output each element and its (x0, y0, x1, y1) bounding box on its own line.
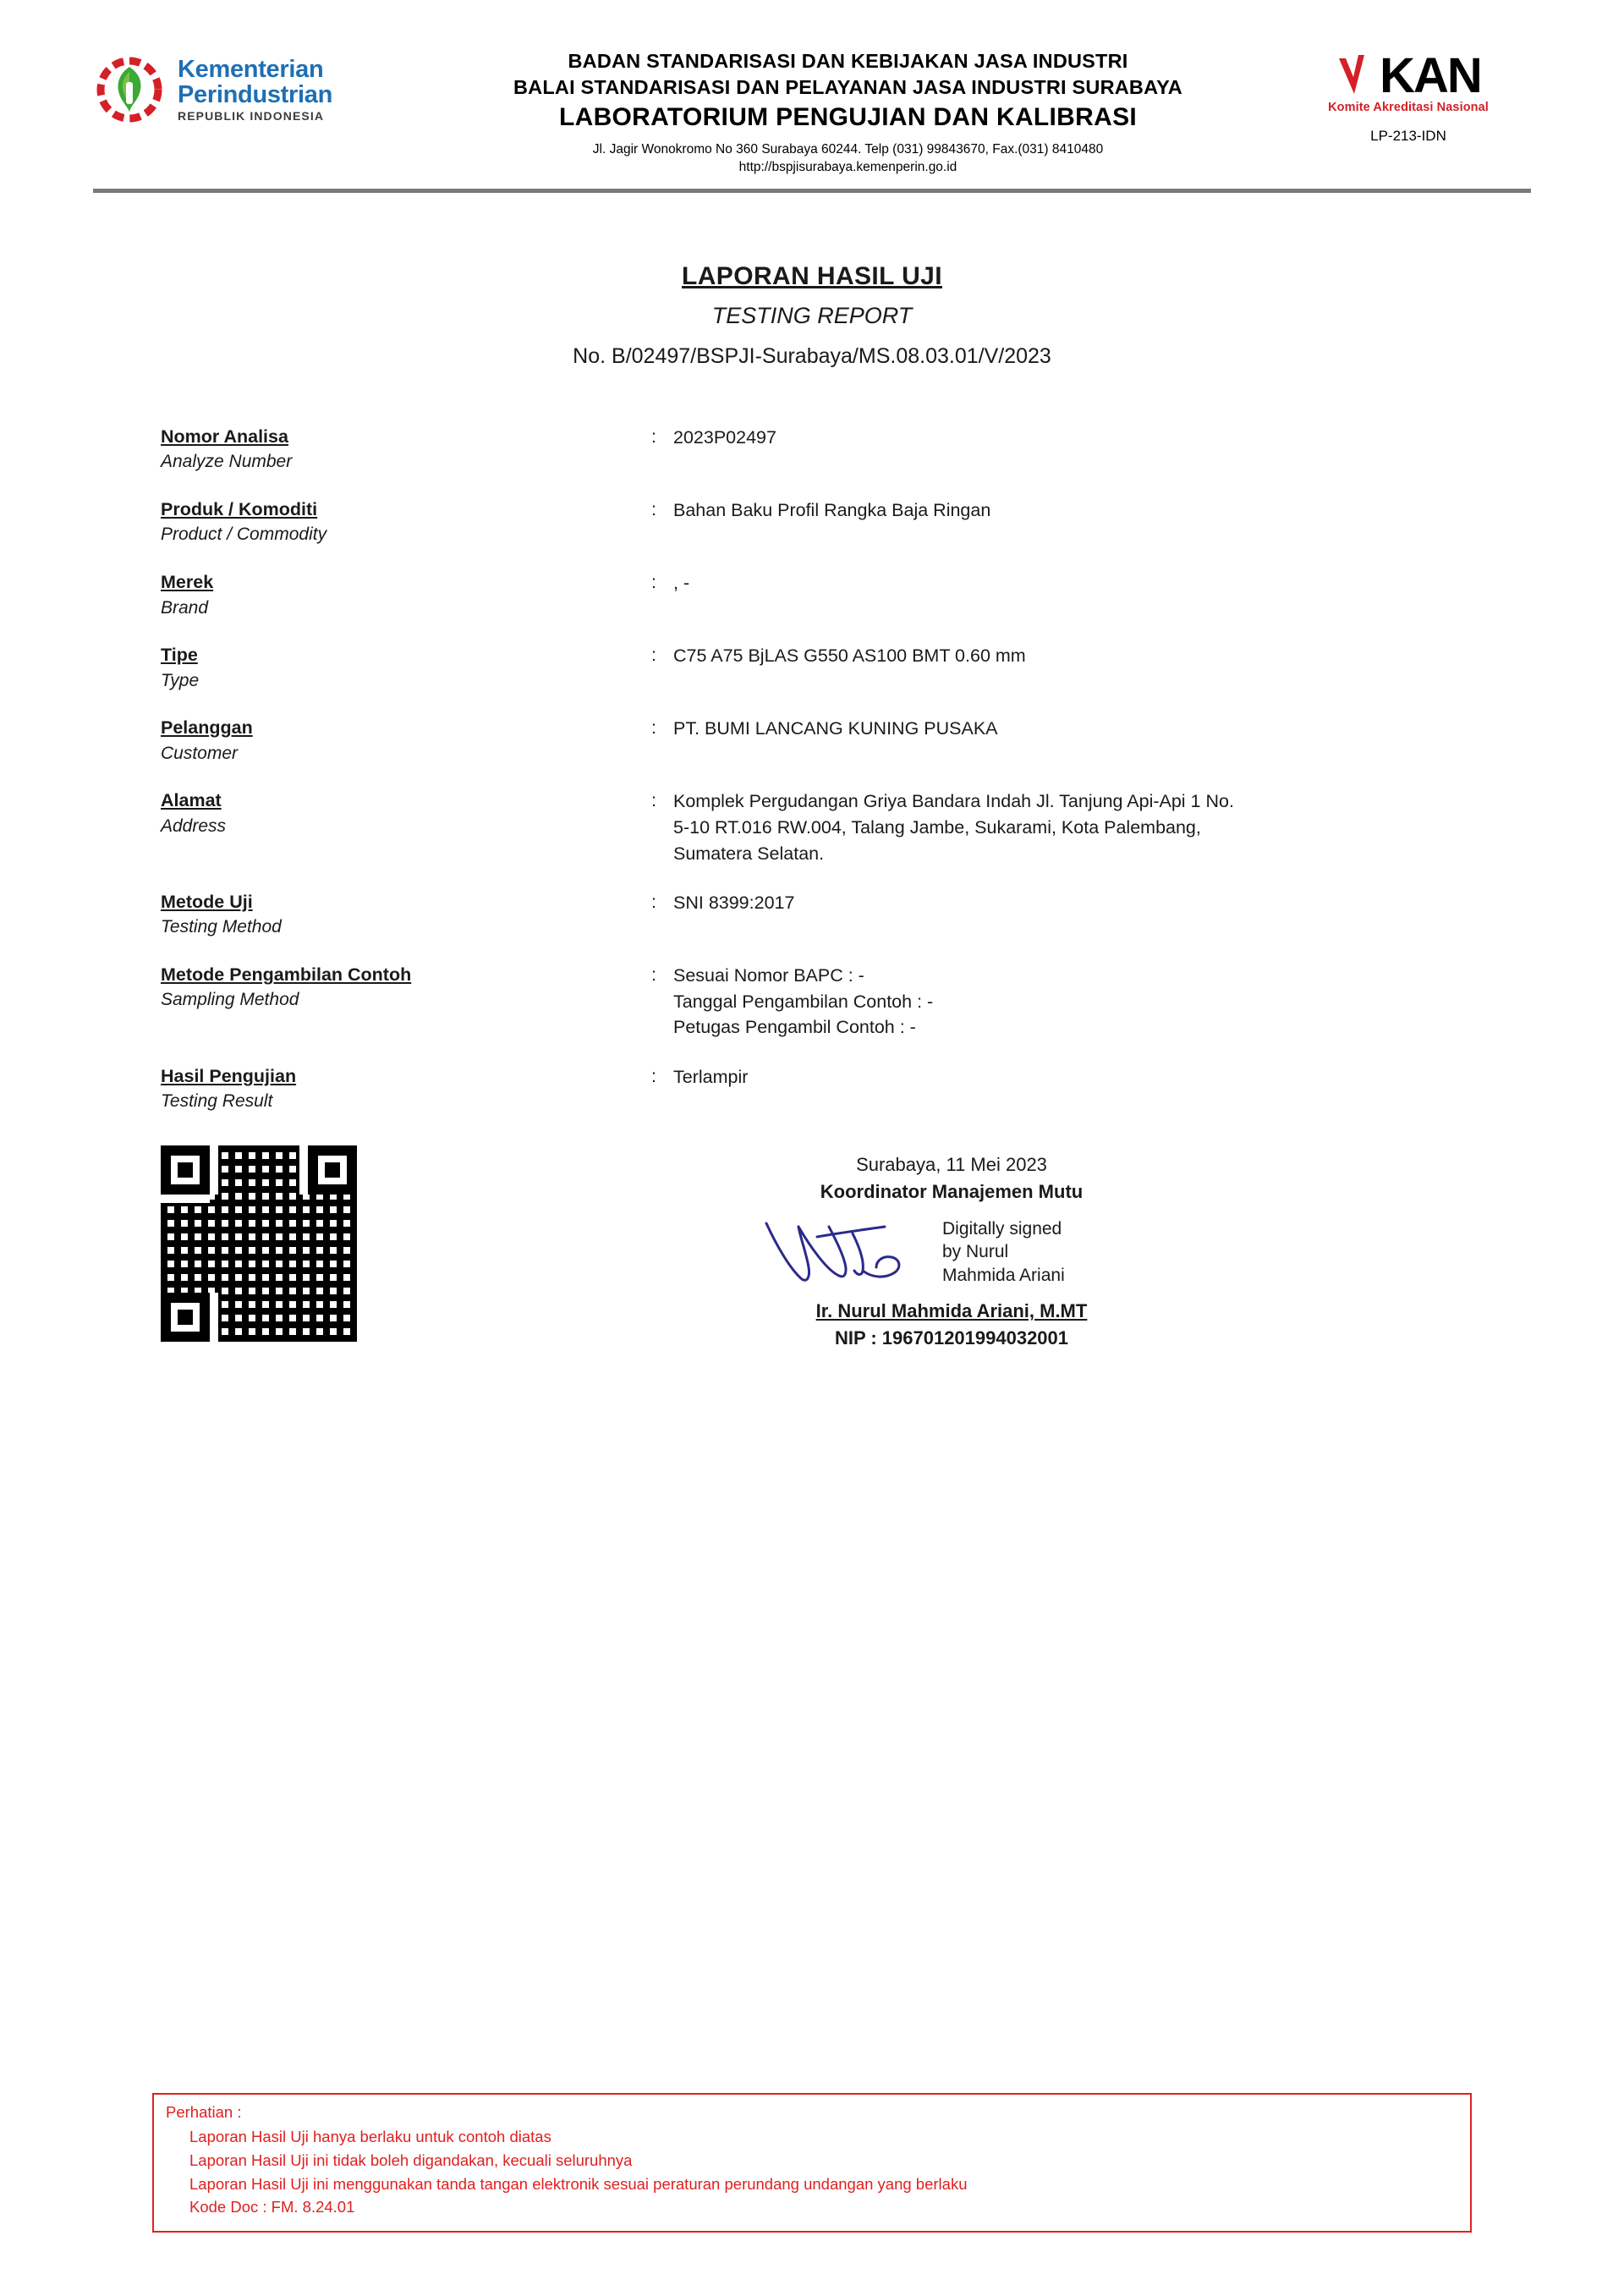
field-value (673, 425, 1531, 474)
field-label (161, 716, 651, 765)
field-colon: : (651, 1065, 656, 1086)
page-subtitle: TESTING REPORT (711, 303, 913, 328)
handwritten-signature-icon (758, 1208, 935, 1297)
field-value-line: 5-10 RT.016 RW.004, Talang Jambe, Sukarami, Kota Palembang, (673, 816, 1201, 838)
field-label-id: Merek (161, 572, 214, 593)
header-address: Jl. Jagir Wonokromo No 360 Surabaya 60244. Telp (031) 99843670, Fax.(031) 8410480 (592, 142, 1104, 157)
field-value-line: Sesuai Nomor BAPC : - (673, 965, 864, 986)
field-value-line: Tanggal Pengambilan Contoh : - (673, 991, 934, 1012)
kan-accreditation-logo (1281, 47, 1535, 145)
field-row (161, 716, 1531, 765)
field-label-en: Sampling Method (161, 990, 299, 1010)
field-value-line: C75 A75 BjLAS G550 AS100 BMT 0.60 mm (673, 645, 1026, 667)
field-label-en: Address (161, 816, 227, 836)
field-colon: : (651, 892, 656, 913)
field-value-line: , - (673, 573, 690, 594)
field-value (673, 890, 1531, 939)
field-value (673, 570, 1531, 619)
field-label-en: Brand (161, 597, 209, 618)
notice-item: Kode Doc : FM. 8.24.01 (189, 2198, 355, 2216)
kemenperin-line1: Kementerian (178, 56, 324, 84)
signature-role: Koordinator Manajemen Mutu (820, 1180, 1084, 1202)
field-label-id: Tipe (161, 645, 198, 666)
field-label (161, 643, 651, 692)
header-website: http://bspjisurabaya.kemenperin.go.id (738, 160, 957, 174)
field-label (161, 788, 651, 866)
signature-city-date: Surabaya, 11 Mei 2023 (856, 1153, 1047, 1175)
field-value (673, 716, 1531, 765)
field-label-en: Analyze Number (161, 452, 293, 472)
field-label-id: Metode Pengambilan Contoh (161, 964, 412, 986)
digital-signature-note (942, 1217, 1145, 1288)
kan-wordmark: KAN (1380, 47, 1481, 103)
field-label-en: Type (161, 670, 200, 690)
notice-item: Laporan Hasil Uji ini menggunakan tanda tangan elektronik sesuai peraturan perundang undangan yang berlaku (189, 2174, 968, 2193)
field-row (161, 788, 1531, 866)
kemenperin-logo (93, 47, 414, 126)
field-label (161, 1064, 651, 1113)
field-label (161, 570, 651, 619)
field-value-line: Petugas Pengambil Contoh : - (673, 1017, 916, 1038)
field-value-line: PT. BUMI LANCANG KUNING PUSAKA (673, 718, 998, 739)
notice-item: Laporan Hasil Uji ini tidak boleh digandakan, kecuali seluruhnya (189, 2150, 633, 2169)
field-value-line: SNI 8399:2017 (673, 893, 795, 914)
field-colon: : (651, 426, 656, 447)
qr-code-wrapper (161, 1139, 372, 1342)
field-value-line: Komplek Pergudangan Griya Bandara Indah Jl. Tanjung Api-Api 1 No. (673, 791, 1234, 812)
field-label (161, 890, 651, 939)
field-label-id: Metode Uji (161, 892, 253, 913)
signature-block (372, 1139, 1531, 1349)
header-agency-line2: BALAI STANDARISASI DAN PELAYANAN JASA INDUSTRI SURABAYA (513, 76, 1182, 98)
field-value-line: Terlampir (673, 1066, 749, 1087)
qr-code[interactable] (161, 1145, 357, 1342)
field-value-line: Sumatera Selatan. (673, 843, 825, 864)
page-title: LAPORAN HASIL UJI (682, 262, 942, 290)
field-label (161, 425, 651, 474)
field-label (161, 963, 651, 1041)
notice-title: Perhatian : (166, 2103, 242, 2121)
field-colon: : (651, 964, 656, 986)
notice-item: Laporan Hasil Uji hanya berlaku untuk contoh diatas (189, 2128, 551, 2145)
field-row (161, 963, 1531, 1041)
report-title-block (0, 262, 1624, 369)
kemenperin-line2: Perindustrian (178, 81, 333, 109)
field-label-id: Nomor Analisa (161, 426, 288, 447)
field-row (161, 1064, 1531, 1113)
field-label-en: Testing Method (161, 917, 282, 937)
signer-name: Ir. Nurul Mahmida Ariani, M.MT (815, 1299, 1088, 1321)
kan-accreditation-code: LP-213-IDN (1370, 128, 1446, 144)
qr-finder-top-left (161, 1145, 210, 1195)
header-lab-name: LABORATORIUM PENGUJIAN DAN KALIBRASI (558, 103, 1138, 131)
field-label (161, 497, 651, 547)
field-value (673, 497, 1531, 547)
report-number: No. B/02497/BSPJI-Surabaya/MS.08.03.01/V/2023 (573, 344, 1051, 368)
field-row (161, 425, 1531, 474)
digital-signature-line1: Digitally signed (942, 1218, 1062, 1239)
kan-check-icon (1336, 50, 1385, 99)
field-value (673, 1064, 1531, 1113)
field-label-id: Produk / Komoditi (161, 499, 318, 520)
field-row (161, 890, 1531, 939)
field-value (673, 963, 1531, 1041)
kemenperin-wordmark (178, 57, 332, 123)
document-header (0, 0, 1624, 175)
field-colon: : (651, 645, 656, 666)
field-label-id: Pelanggan (161, 717, 253, 739)
signer-nip: NIP : 196701201994032001 (834, 1327, 1069, 1348)
field-value (673, 788, 1531, 866)
header-titles (414, 47, 1281, 175)
field-label-id: Alamat (161, 790, 222, 811)
field-label-en: Testing Result (161, 1091, 273, 1112)
kan-subtitle: Komite Akreditasi Nasional (1328, 101, 1489, 114)
field-colon: : (651, 572, 656, 593)
field-label-en: Product / Commodity (161, 525, 327, 545)
kemenperin-line3: REPUBLIK INDONESIA (178, 109, 325, 124)
notice-box (152, 2093, 1472, 2233)
field-row (161, 643, 1531, 692)
kemenperin-emblem-icon (93, 53, 166, 126)
field-value-line: Bahan Baku Profil Rangka Baja Ringan (673, 500, 991, 521)
digital-signature-line3: Mahmida Ariani (942, 1266, 1065, 1286)
field-label-id: Hasil Pengujian (161, 1065, 297, 1086)
field-label-en: Customer (161, 743, 239, 763)
signature-area (0, 1139, 1624, 1349)
field-row (161, 497, 1531, 547)
field-colon: : (651, 499, 656, 520)
field-value-line: 2023P02497 (673, 427, 776, 448)
header-divider (93, 189, 1531, 193)
field-value (673, 643, 1531, 692)
header-agency-line1: BADAN STANDARISASI DAN KEBIJAKAN JASA INDUSTRI (568, 50, 1128, 72)
digital-signature-line2: by Nurul (942, 1242, 1009, 1262)
field-colon: : (651, 790, 656, 811)
qr-finder-bottom-left (161, 1293, 210, 1342)
field-colon: : (651, 717, 656, 739)
qr-finder-top-right (308, 1145, 357, 1195)
field-row (161, 570, 1531, 619)
report-fields (0, 425, 1624, 1113)
